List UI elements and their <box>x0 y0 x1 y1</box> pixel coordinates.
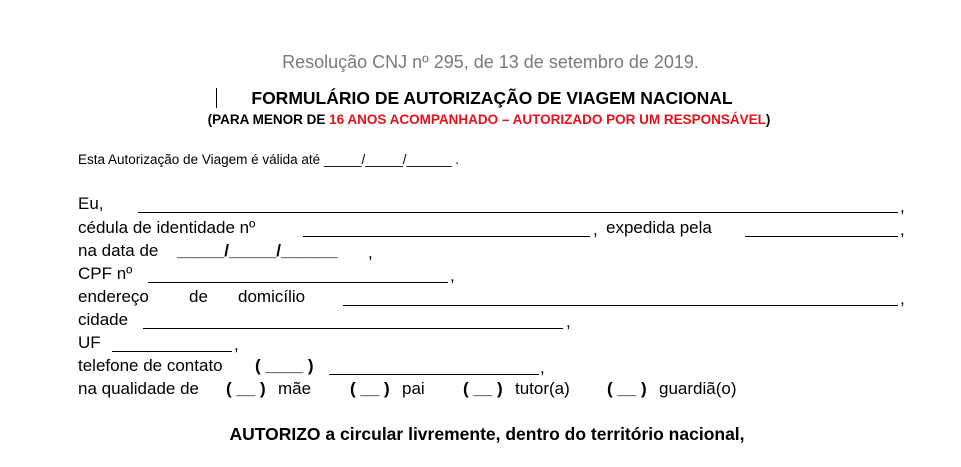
state-comma: , <box>234 335 239 354</box>
address-word-2: de <box>189 287 208 306</box>
authorization-statement: AUTORIZO a circular livremente, dentro do território nacional, <box>229 424 745 444</box>
mother-checkbox[interactable]: ( __ ) <box>226 379 266 398</box>
id-comma: , <box>593 220 598 239</box>
tutor-checkbox[interactable]: ( __ ) <box>463 379 503 398</box>
name-comma: , <box>900 197 905 216</box>
subtitle-open: (PARA MENOR DE <box>207 112 330 127</box>
cpf-label: CPF nº <box>78 264 133 283</box>
subtitle-highlight: 16 ANOS ACOMPANHADO – AUTORIZADO POR UM RESPONSÁVEL <box>329 112 766 127</box>
subtitle-close: ) <box>765 112 771 127</box>
address-field-line[interactable] <box>343 305 898 306</box>
cpf-comma: , <box>450 266 455 285</box>
name-field-line[interactable] <box>138 212 898 213</box>
id-label: cédula de identidade nº <box>78 218 256 237</box>
form-subtitle <box>0 112 961 127</box>
city-label: cidade <box>78 310 129 329</box>
mother-label: mãe <box>278 379 312 398</box>
issuer-comma: , <box>900 220 905 239</box>
guardian-label: guardiã(o) <box>659 379 737 398</box>
id-number-field-line[interactable] <box>303 236 590 237</box>
phone-number-field-line[interactable] <box>329 374 539 375</box>
state-field-line[interactable] <box>112 351 232 352</box>
relation-label: na qualidade de <box>78 379 200 398</box>
guardian-checkbox[interactable]: ( __ ) <box>607 379 647 398</box>
address-comma: , <box>900 289 905 308</box>
validity-statement: Esta Autorização de Viagem é válida até _____/_____/______ . <box>78 152 460 167</box>
phone-label: telefone de contato <box>78 356 223 375</box>
city-comma: , <box>566 312 571 331</box>
phone-area-code-field[interactable]: ( ____ ) <box>255 356 314 375</box>
phone-comma: , <box>540 358 545 377</box>
resolution-reference: Resolução CNJ nº 295, de 13 de setembro de 2019. <box>282 52 699 72</box>
issuer-field-line[interactable] <box>745 236 898 237</box>
date-label: na data de <box>78 241 159 260</box>
tutor-label: tutor(a) <box>515 379 570 398</box>
address-word-3: domicílio <box>238 287 306 306</box>
cpf-field-line[interactable] <box>148 282 448 283</box>
form-title: FORMULÁRIO DE AUTORIZAÇÃO DE VIAGEM NACIONAL <box>251 88 733 108</box>
date-comma: , <box>368 243 373 262</box>
address-word-1: endereço <box>78 287 149 306</box>
city-field-line[interactable] <box>143 328 563 329</box>
date-field[interactable]: _____/_____/______ <box>177 241 338 260</box>
state-label: UF <box>78 333 101 352</box>
issuer-label: expedida pela <box>606 218 712 237</box>
father-label: pai <box>402 379 425 398</box>
eu-label: Eu, <box>78 194 104 213</box>
father-checkbox[interactable]: ( __ ) <box>350 379 390 398</box>
